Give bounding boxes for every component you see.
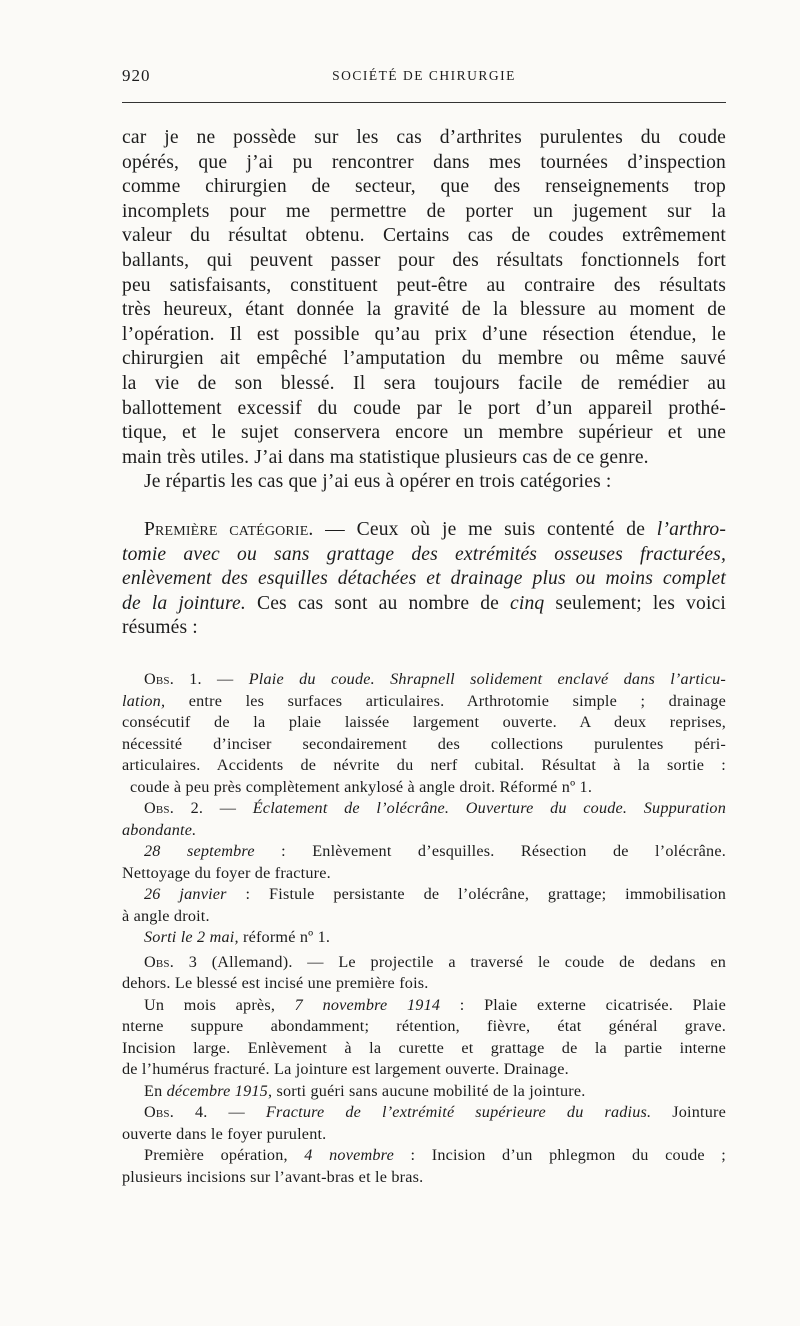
text-line: tique, et le sujet conservera encore un membre supérieur et une bbox=[122, 422, 726, 444]
text-line: main très utiles. J’ai dans ma statistique plusieurs cas de ce genre. bbox=[122, 446, 649, 468]
text-line: ballottement excessif du coude par le port d’un appareil prothé- bbox=[122, 397, 726, 419]
obs-4-heading bbox=[122, 1102, 726, 1124]
obs-label: Obs. 2. bbox=[144, 799, 204, 817]
obs-italic: 7 novembre 1914 bbox=[294, 995, 441, 1014]
obs-text: ouverte dans le foyer purulent. bbox=[122, 1124, 327, 1143]
paragraph-intro bbox=[122, 126, 726, 495]
obs-3-heading bbox=[122, 952, 726, 974]
obs-italic: lation, bbox=[122, 691, 166, 710]
obs-text: articulaires. Accidents de névrite du nerf cubital. Résultat à la sortie : bbox=[122, 756, 726, 774]
obs-italic: 28 septembre bbox=[144, 842, 255, 860]
obs-text: — bbox=[207, 1103, 266, 1121]
obs-italic: Plaie du coude. Shrapnell solidement enclavé dans l’articu- bbox=[248, 670, 726, 688]
text-line: opérés, que j’ai pu rencontrer dans mes tournées d’inspection bbox=[122, 151, 726, 173]
obs-text: Nettoyage du foyer de fracture. bbox=[122, 863, 331, 882]
text-line: incomplets pour me permettre de porter un jugement sur la bbox=[122, 200, 726, 222]
obs-label: Obs. 4. bbox=[144, 1103, 208, 1121]
page-number: 920 bbox=[122, 66, 151, 85]
obs-text: En bbox=[144, 1081, 167, 1100]
text-line: valeur du résultat obtenu. Certains cas de coudes extrêmement bbox=[122, 225, 726, 247]
obs-text: (Allemand). — Le projectile a traversé le coude de dedans en bbox=[197, 952, 726, 971]
category-italic: tomie avec ou sans grattage des extrémités osseuses fracturées, bbox=[122, 543, 726, 565]
category-text: — Ceux où je me suis contenté de bbox=[313, 519, 657, 540]
obs-text: Jointure bbox=[651, 1103, 727, 1121]
obs-italic: décembre 1915 bbox=[166, 1081, 268, 1100]
obs-1-heading bbox=[122, 669, 726, 691]
obs-text: réformé nº 1. bbox=[238, 928, 331, 946]
running-title: SOCIÉTÉ DE CHIRURGIE bbox=[332, 68, 516, 83]
text-line: très heureux, étant donnée la gravité de la blessure au moment de bbox=[122, 299, 726, 321]
category-italic: de la jointure. bbox=[122, 592, 246, 614]
obs-text: Première opération, bbox=[144, 1146, 305, 1164]
obs-italic: Éclatement de l’olécrâne. Ouverture du coude. Suppuration bbox=[252, 799, 726, 817]
obs-text: Un mois après, bbox=[144, 995, 295, 1014]
obs-text: consécutif de la plaie laissée largement ouverte. A deux reprises, bbox=[122, 713, 726, 731]
obs-label: Obs. 1. bbox=[144, 670, 202, 688]
text-line: ballants, qui peuvent passer pour des résultats fonctionnels fort bbox=[122, 249, 726, 271]
obs-text: coude à peu près complètement ankylosé à angle droit. Réformé nº 1. bbox=[130, 777, 593, 796]
text-line: car je ne possède sur les cas d’arthrites purulentes du coude bbox=[122, 127, 726, 148]
obs-italic: 4 novembre bbox=[304, 1146, 394, 1164]
obs-italic: abondante. bbox=[122, 820, 197, 839]
obs-italic: Sorti le 2 mai, bbox=[144, 928, 239, 946]
obs-text: nterne suppure abondamment; rétention, fièvre, état général grave. bbox=[122, 1017, 726, 1035]
obs-text: à angle droit. bbox=[122, 906, 210, 925]
obs-text: : Fistule persistante de l’olécrâne, grattage; immobilisation bbox=[226, 885, 727, 903]
obs-italic: 26 janvier bbox=[144, 885, 227, 903]
category-label: Première catégorie. bbox=[144, 519, 314, 540]
obs-text: — bbox=[201, 670, 249, 688]
text-line: chirurgien ait empêché l’amputation du membre ou même sauvé bbox=[122, 348, 726, 370]
obs-text: : Enlèvement d’esquilles. Résection de l’olécrâne. bbox=[254, 842, 726, 860]
category-text: résumés : bbox=[122, 617, 198, 639]
obs-text: — bbox=[203, 799, 253, 817]
category-italic: enlèvement des esquilles détachées et drainage plus ou moins complet bbox=[122, 568, 726, 590]
header-rule bbox=[122, 102, 726, 103]
observations bbox=[122, 669, 726, 1188]
text-line: la vie de son blessé. Il sera toujours facile de remédier au bbox=[122, 372, 726, 394]
obs-text: Incision large. Enlèvement à la curette et grattage de la partie interne bbox=[122, 1038, 726, 1057]
obs-text: : Incision d’un phlegmon du coude ; bbox=[393, 1146, 726, 1164]
obs-text: , sorti guéri sans aucune mobilité de la jointure. bbox=[267, 1081, 586, 1100]
obs-text: : Plaie externe cicatrisée. Plaie bbox=[440, 995, 726, 1014]
text-line: comme chirurgien de secteur, que des renseignements trop bbox=[122, 176, 726, 198]
category-text: Ces cas sont au nombre de bbox=[245, 592, 511, 614]
obs-text: plusieurs incisions sur l’avant-bras et le bras. bbox=[122, 1167, 424, 1186]
obs-text: entre les surfaces articulaires. Arthrotomie simple ; drainage bbox=[165, 691, 726, 710]
category-italic: l’arthro- bbox=[656, 519, 726, 540]
obs-2-heading bbox=[122, 798, 726, 820]
obs-italic: Fracture de l’extrémité supérieure du radius. bbox=[265, 1103, 652, 1121]
obs-label: Obs. 3 bbox=[144, 952, 197, 971]
category-text: seulement; les voici bbox=[544, 592, 726, 614]
text-line: l’opération. Il est possible qu’au prix d’une résection étendue, le bbox=[122, 323, 726, 345]
obs-text: dehors. Le blessé est incisé une première fois. bbox=[122, 974, 429, 992]
paragraph-categories-intro: Je répartis les cas que j’ai eus à opérer en trois catégories : bbox=[144, 471, 612, 493]
obs-text: de l’humérus fracturé. La jointure est largement ouverte. Drainage. bbox=[122, 1060, 569, 1078]
page-header bbox=[122, 66, 726, 90]
category-one bbox=[122, 518, 726, 641]
text-line: peu satisfaisants, constituent peut-être au contraire des résultats bbox=[122, 274, 726, 296]
obs-text: nécessité d’inciser secondairement des collections purulentes péri- bbox=[122, 734, 726, 753]
category-italic: cinq bbox=[510, 592, 545, 614]
